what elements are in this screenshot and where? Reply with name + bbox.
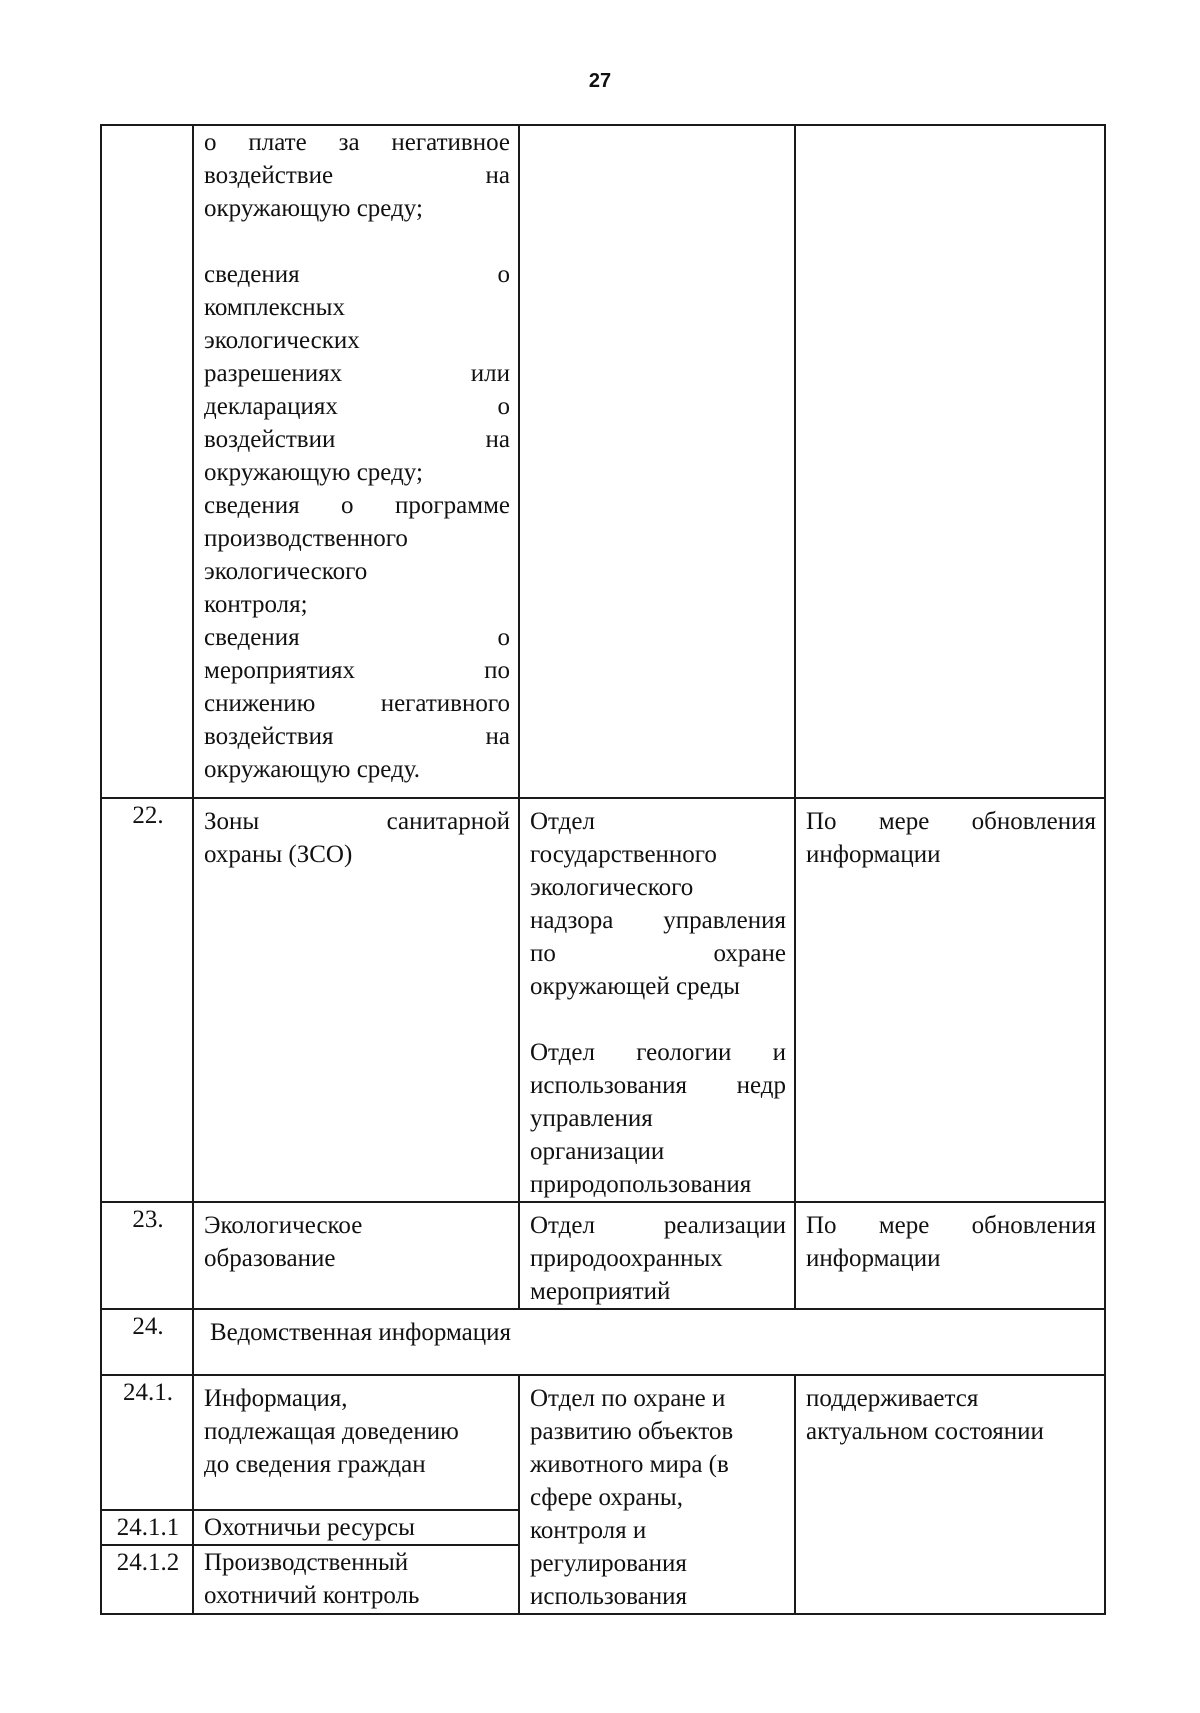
- table-row-24-1: [101, 1375, 1105, 1510]
- text-line: мероприятиях по: [204, 657, 510, 684]
- text-line: Отдел: [530, 808, 595, 835]
- department-cell: [519, 125, 795, 798]
- info-name-cell: [193, 1510, 519, 1545]
- text-line: Отдел по охране и: [530, 1385, 726, 1412]
- info-items-cell: [193, 125, 519, 798]
- text-line: контроля и: [530, 1517, 647, 1544]
- row-number: 23.: [101, 1202, 193, 1309]
- text-line: По мере обновления: [806, 1212, 1096, 1239]
- text-line: сфере охраны,: [530, 1484, 683, 1511]
- text-line: Зоны санитарной: [204, 808, 510, 835]
- section-title-cell: [193, 1309, 1105, 1375]
- text-line: Отдел геологии и: [530, 1039, 786, 1066]
- text-line: производственного: [204, 525, 408, 552]
- table-row-22: [101, 798, 1105, 1202]
- text-line: использования: [530, 1583, 687, 1610]
- text-line: информации: [806, 841, 941, 868]
- text-line: охотничий контроль: [204, 1582, 420, 1610]
- text-line: использования недр: [530, 1072, 786, 1099]
- text-line: до сведения граждан: [204, 1451, 426, 1478]
- info-name-cell: [193, 1545, 519, 1614]
- text-line: воздействие на: [204, 162, 510, 189]
- term-cell: [795, 125, 1105, 798]
- text-line: надзора управления: [530, 907, 786, 934]
- text-line: подлежащая доведению: [204, 1418, 459, 1445]
- text-line: окружающую среду;: [204, 195, 423, 222]
- table-row-23: [101, 1202, 1105, 1309]
- text-line: информации: [806, 1245, 941, 1272]
- page-number: 27: [588, 70, 612, 92]
- text-line: воздействия на: [204, 723, 510, 750]
- text-line: по охране: [530, 940, 786, 967]
- row-number: 24.1.2: [101, 1545, 193, 1614]
- text-line: природопользования: [530, 1171, 752, 1198]
- text-line: разрешениях или: [204, 360, 510, 387]
- section-title: Ведомственная информация: [210, 1319, 511, 1346]
- text-line: поддерживается: [806, 1385, 979, 1412]
- document-table: [100, 124, 1106, 1615]
- text-line: экологического: [204, 558, 368, 585]
- row-number: 24.1.: [101, 1375, 193, 1510]
- text-line: окружающую среду;: [204, 459, 423, 486]
- text-line: образование: [204, 1245, 336, 1272]
- department-cell: [519, 1375, 795, 1614]
- department-cell: [519, 1202, 795, 1309]
- text-line: мероприятий: [530, 1278, 671, 1305]
- text-line: организации: [530, 1138, 665, 1165]
- text-line: Информация,: [204, 1385, 348, 1412]
- text-line: регулирования: [530, 1550, 687, 1577]
- text-line: окружающую среду.: [204, 756, 421, 783]
- text-line: воздействии на: [204, 426, 510, 453]
- text-line: окружающей среды: [530, 973, 740, 1000]
- text-line: актуальном состоянии: [806, 1418, 1044, 1445]
- row-number: 24.1.1: [101, 1510, 193, 1545]
- text-line: Производственный: [204, 1549, 409, 1577]
- table-row-continuation: [101, 125, 1105, 798]
- table-row-24: [101, 1309, 1105, 1375]
- info-name-cell: [193, 798, 519, 1202]
- text-line: о плате за негативное: [204, 129, 510, 156]
- row-number-cell: [101, 125, 193, 798]
- term-cell: [795, 1202, 1105, 1309]
- text-line: контроля;: [204, 591, 308, 618]
- text-line: снижению негативного: [204, 690, 510, 717]
- text-line: комплексных: [204, 294, 345, 321]
- info-name-cell: [193, 1375, 519, 1510]
- text-line: декларациях о: [204, 393, 510, 420]
- text-line: По мере обновления: [806, 808, 1096, 835]
- row-number: 24.: [101, 1309, 193, 1375]
- text-line: природоохранных: [530, 1245, 723, 1272]
- text-line: охраны (ЗСО): [204, 841, 353, 868]
- text-line: сведения о программе: [204, 492, 510, 519]
- department-cell: [519, 798, 795, 1202]
- text-line: сведения о: [204, 261, 510, 288]
- row-number: 22.: [101, 798, 193, 1202]
- term-cell: [795, 798, 1105, 1202]
- text-line: экологических: [204, 327, 360, 354]
- text-line: Охотничьи ресурсы: [204, 1513, 415, 1541]
- term-cell: [795, 1375, 1105, 1614]
- text-line: управления: [530, 1105, 653, 1132]
- text-line: Отдел реализации: [530, 1212, 786, 1239]
- text-line: государственного: [530, 841, 717, 868]
- text-line: животного мира (в: [530, 1451, 729, 1478]
- text-line: экологического: [530, 874, 694, 901]
- text-line: Экологическое: [204, 1212, 363, 1239]
- text-line: сведения о: [204, 624, 510, 651]
- text-line: развитию объектов: [530, 1418, 734, 1445]
- info-name-cell: [193, 1202, 519, 1309]
